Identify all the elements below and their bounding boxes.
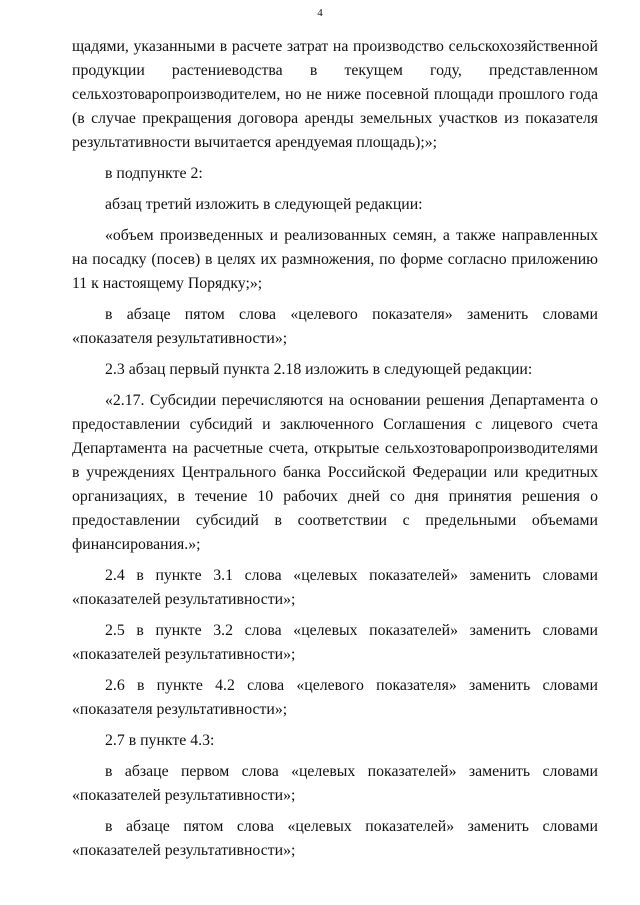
paragraph-2-6: 2.6 в пункте 4.2 слова «целевого показателя» заменить словами «показателя результативности»; <box>72 677 598 718</box>
paragraph-quoted-seeds: «объем произведенных и реализованных семян, а также направленных на посадку (посев) в целях их размножения, по форме согласно приложению 11 к настоящему Порядку;»; <box>72 227 598 292</box>
document-body <box>72 35 598 870</box>
paragraph-2-3: 2.3 абзац первый пункта 2.18 изложить в следующей редакции: <box>105 361 533 378</box>
paragraph-2-5: 2.5 в пункте 3.2 слова «целевых показателей» заменить словами «показателей результативности»; <box>72 622 598 663</box>
paragraph-first-abzac: в абзаце первом слова «целевых показателей» заменить словами «показателей результативности»; <box>72 763 598 804</box>
paragraph-2-7: 2.7 в пункте 4.3: <box>105 732 215 749</box>
paragraph-fifth-abzac-2: в абзаце пятом слова «целевых показателей» заменить словами «показателей результативности»; <box>72 818 598 859</box>
paragraph-2-4: 2.4 в пункте 3.1 слова «целевых показателей» заменить словами «показателей результативности»; <box>72 567 598 608</box>
page-number: 4 <box>317 7 323 19</box>
paragraph-continuation: щадями, указанными в расчете затрат на производство сельскохозяйственной продукции растениеводства в текущем году, представленном сельхозтоваропроизводителем, но не ниже посевной площади прошлого года (в случае прекращения договора аренды земельных участков из показателя результативности вычитается арендуемая площадь);»; <box>72 38 598 151</box>
paragraph-fifth-abzac: в абзаце пятом слова «целевого показателя» заменить словами «показателя результативности»; <box>72 306 598 347</box>
paragraph-quoted-2-17: «2.17. Субсидии перечисляются на основании решения Департамента о предоставлении субсидий и заключенного Соглашения с лицевого счета Департамента на расчетные счета, открытые сельхозтоваропроизводителями в учреждениях Центрального банка Российской Федерации или кредитных организациях, в течение 10 рабочих дней со дня принятия решения о предоставлении субсидий в соответствии с предельными объемами финансирования.»; <box>72 392 598 553</box>
paragraph-subpoint-2: в подпункте 2: <box>105 165 203 182</box>
paragraph-third-abzac: абзац третий изложить в следующей редакции: <box>105 196 423 213</box>
